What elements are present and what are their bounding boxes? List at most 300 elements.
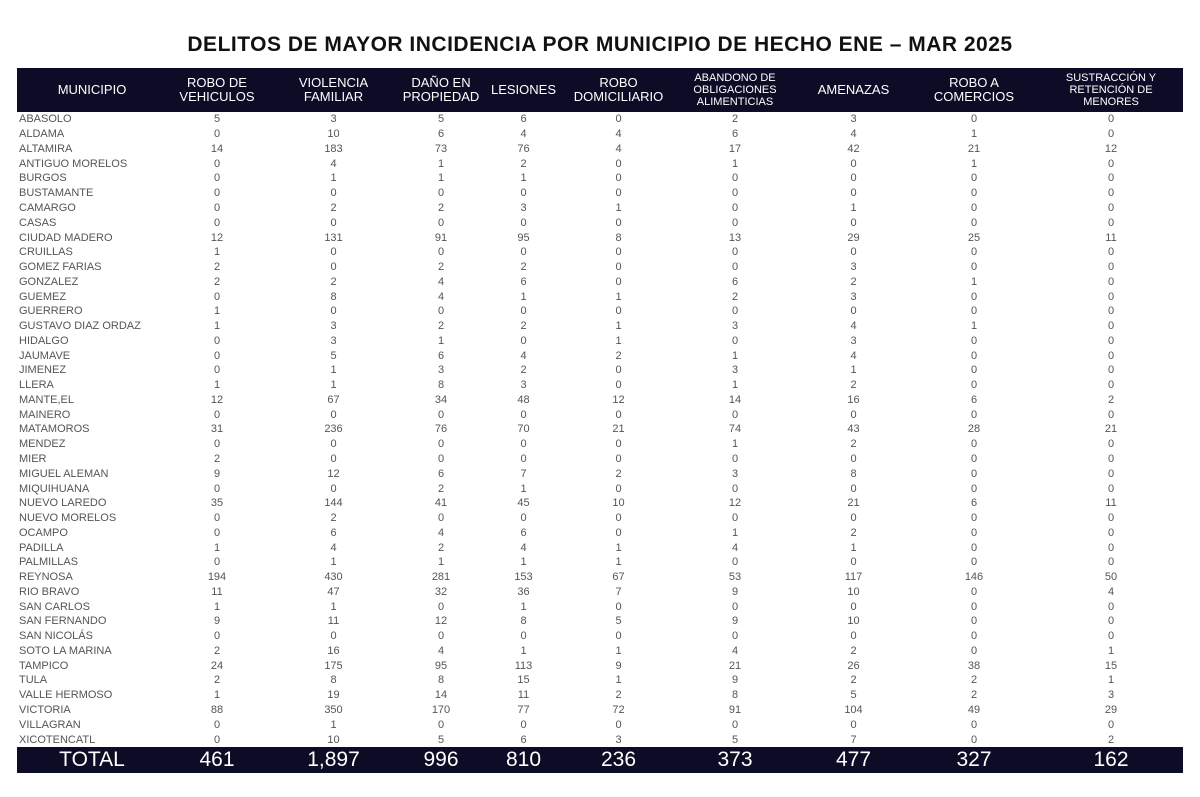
value-cell: 6 [970, 497, 978, 510]
municipio-cell: JAUMAVE [19, 349, 71, 362]
municipio-cell: ANTIGUO MORELOS [19, 157, 128, 170]
value-cell: 0 [437, 438, 445, 451]
value-cell: 2 [1107, 393, 1115, 406]
value-cell: 0 [1107, 482, 1115, 495]
value-cell: 0 [1107, 541, 1115, 554]
value-cell: 0 [731, 187, 739, 200]
value-cell: 0 [615, 261, 622, 274]
value-cell: 29 [847, 231, 860, 244]
header-robo-vehiculos: ROBO DE VEHICULOS [179, 75, 255, 104]
value-cell: 0 [615, 216, 622, 229]
table-header [17, 68, 1183, 112]
value-cell: 5 [437, 733, 445, 746]
table-row [17, 525, 1183, 540]
value-cell: 0 [1107, 349, 1115, 362]
value-cell: 2 [1107, 733, 1115, 746]
table-row [17, 333, 1183, 348]
value-cell: 0 [970, 512, 978, 525]
table-row [17, 186, 1183, 201]
value-cell: 0 [1107, 290, 1115, 303]
value-cell: 113 [514, 659, 533, 672]
value-cell: 5 [437, 113, 445, 126]
value-cell: 73 [434, 142, 448, 155]
value-cell: 2 [615, 349, 622, 362]
table-row [17, 437, 1183, 452]
value-cell: 3 [850, 261, 857, 274]
value-cell: 1 [520, 482, 527, 495]
value-cell: 0 [615, 438, 622, 451]
value-cell: 0 [437, 718, 445, 731]
municipio-cell: GOMEZ FARIAS [19, 261, 102, 274]
value-cell: 3 [850, 290, 857, 303]
value-cell: 2 [213, 261, 221, 274]
value-cell: 281 [431, 571, 451, 584]
value-cell: 4 [330, 157, 337, 170]
value-cell: 1 [213, 541, 221, 554]
value-cell: 8 [330, 674, 337, 687]
value-cell: 146 [964, 571, 984, 584]
table-row [17, 688, 1183, 703]
value-cell: 0 [330, 305, 337, 318]
table-footer [17, 747, 1183, 773]
value-cell: 91 [728, 704, 742, 716]
value-cell: 0 [970, 615, 978, 628]
value-cell: 16 [847, 393, 860, 406]
table-row [17, 555, 1183, 570]
municipio-cell: MAINERO [19, 408, 71, 421]
table-row [17, 570, 1183, 585]
value-cell: 1 [520, 172, 527, 185]
value-cell: 3 [330, 113, 337, 126]
value-cell: 11 [211, 585, 223, 598]
table-row [17, 304, 1183, 319]
value-cell: 1 [970, 320, 978, 333]
table-row [17, 245, 1183, 260]
value-cell: 1 [520, 600, 527, 613]
value-cell: 1 [437, 172, 445, 185]
value-cell: 0 [437, 408, 445, 421]
value-cell: 0 [1107, 512, 1115, 525]
value-cell: 14 [434, 689, 448, 702]
value-cell: 0 [970, 541, 978, 554]
value-cell: 0 [437, 452, 445, 465]
value-cell: 0 [615, 305, 622, 318]
value-cell: 1 [731, 379, 739, 392]
value-cell: 2 [437, 320, 445, 333]
value-cell: 1 [731, 526, 739, 539]
table-row [17, 511, 1183, 526]
value-cell: 0 [1107, 379, 1115, 392]
value-cell: 29 [1104, 704, 1118, 716]
value-cell: 6 [520, 526, 527, 539]
value-cell: 6 [437, 128, 445, 141]
value-cell: 0 [437, 216, 445, 229]
value-cell: 1 [1107, 674, 1115, 687]
value-cell: 6 [520, 733, 527, 746]
table-row [17, 112, 1183, 127]
value-cell: 2 [520, 157, 527, 170]
value-cell: 1 [731, 349, 739, 362]
value-cell: 4 [437, 275, 445, 288]
value-cell: 0 [615, 408, 622, 421]
value-cell: 4 [731, 541, 739, 554]
municipio-cell: PADILLA [19, 541, 64, 554]
value-cell: 9 [213, 615, 221, 628]
value-cell: 0 [330, 438, 337, 451]
value-cell: 170 [431, 704, 451, 716]
value-cell: 0 [1107, 261, 1115, 274]
table-row [17, 496, 1183, 511]
table-row [17, 407, 1183, 422]
value-cell: 3 [731, 320, 739, 333]
municipio-cell: GONZALEZ [19, 275, 79, 288]
municipio-cell: TAMPICO [19, 659, 69, 672]
value-cell: 4 [850, 128, 857, 141]
value-cell: 1 [520, 290, 527, 303]
value-cell: 11 [517, 689, 530, 702]
value-cell: 13 [728, 231, 742, 244]
value-cell: 0 [970, 438, 978, 451]
value-cell: 0 [615, 526, 622, 539]
total-cell: 373 [717, 747, 753, 771]
value-cell: 6 [731, 128, 739, 141]
value-cell: 0 [970, 482, 978, 495]
total-cell: 810 [505, 747, 542, 771]
value-cell: 1 [1107, 644, 1115, 657]
value-cell: 77 [517, 704, 530, 716]
value-cell: 0 [1107, 630, 1115, 643]
value-cell: 0 [970, 172, 978, 185]
value-cell: 0 [213, 482, 221, 495]
total-row [17, 747, 1183, 773]
value-cell: 194 [207, 571, 227, 584]
table-row [17, 703, 1183, 718]
table-row [17, 171, 1183, 186]
table-row [17, 274, 1183, 289]
municipio-cell: NUEVO MORELOS [19, 512, 117, 525]
value-cell: 0 [970, 644, 978, 657]
municipio-cell: JIMENEZ [19, 364, 67, 377]
value-cell: 2 [437, 482, 445, 495]
total-cell: 461 [199, 747, 235, 771]
value-cell: 0 [850, 718, 857, 731]
value-cell: 0 [615, 246, 622, 259]
value-cell: 0 [850, 556, 857, 569]
header-abandono-obligaciones: ABANDONO DE OBLIGACIONES ALIMENTICIAS [693, 72, 777, 108]
value-cell: 0 [1107, 334, 1115, 347]
municipio-cell: ALTAMIRA [19, 142, 73, 155]
municipio-cell: MIQUIHUANA [19, 482, 90, 495]
municipio-cell: CAMARGO [19, 201, 76, 214]
crime-table [17, 68, 1183, 773]
value-cell: 0 [330, 452, 337, 465]
value-cell: 16 [327, 644, 340, 657]
value-cell: 4 [615, 128, 622, 141]
municipio-cell: SAN FERNANDO [19, 615, 107, 628]
header-robo-comercios: ROBO A COMERCIOS [933, 75, 1015, 104]
report-title: DELITOS DE MAYOR INCIDENCIA POR MUNICIPIO DE HECHO ENE – MAR 2025 [187, 33, 1013, 56]
municipio-cell: MANTE,EL [19, 393, 75, 406]
value-cell: 0 [970, 718, 978, 731]
value-cell: 175 [324, 659, 343, 672]
value-cell: 2 [330, 512, 337, 525]
table-row [17, 644, 1183, 659]
value-cell: 4 [520, 349, 527, 362]
value-cell: 0 [970, 290, 978, 303]
value-cell: 0 [970, 556, 978, 569]
total-cell: 327 [956, 747, 992, 771]
value-cell: 0 [850, 305, 857, 318]
value-cell: 3 [731, 364, 739, 377]
value-cell: 2 [970, 689, 978, 702]
value-cell: 1 [330, 600, 337, 613]
value-cell: 1 [615, 320, 622, 333]
value-cell: 0 [213, 512, 221, 525]
value-cell: 0 [330, 216, 337, 229]
value-cell: 53 [728, 571, 742, 584]
value-cell: 0 [970, 187, 978, 200]
value-cell: 0 [520, 305, 527, 318]
value-cell: 0 [437, 187, 445, 200]
value-cell: 2 [213, 275, 221, 288]
value-cell: 0 [731, 630, 739, 643]
value-cell: 2 [437, 541, 445, 554]
value-cell: 0 [213, 172, 221, 185]
value-cell: 0 [731, 201, 739, 214]
value-cell: 0 [731, 172, 739, 185]
municipio-cell: XICOTENCATL [19, 733, 96, 746]
value-cell: 5 [731, 733, 739, 746]
value-cell: 3 [1107, 689, 1115, 702]
value-cell: 21 [612, 423, 625, 436]
value-cell: 0 [615, 718, 622, 731]
table-row [17, 540, 1183, 555]
value-cell: 6 [970, 393, 978, 406]
value-cell: 4 [850, 349, 857, 362]
value-cell: 0 [615, 187, 622, 200]
value-cell: 1 [615, 556, 622, 569]
value-cell: 1 [970, 275, 978, 288]
value-cell: 0 [520, 334, 527, 347]
table-row [17, 658, 1183, 673]
value-cell: 9 [731, 674, 739, 687]
value-cell: 0 [437, 512, 445, 525]
value-cell: 1 [615, 334, 622, 347]
value-cell: 0 [520, 216, 527, 229]
table-row [17, 466, 1183, 481]
value-cell: 0 [615, 157, 622, 170]
table-row [17, 348, 1183, 363]
value-cell: 17 [728, 142, 742, 155]
value-cell: 0 [1107, 718, 1115, 731]
table-row [17, 717, 1183, 732]
table-row [17, 481, 1183, 496]
value-cell: 1 [615, 201, 622, 214]
value-cell: 21 [728, 659, 742, 672]
value-cell: 0 [970, 467, 978, 480]
header-lesiones: LESIONES [490, 82, 557, 97]
value-cell: 1 [330, 556, 337, 569]
value-cell: 0 [213, 334, 221, 347]
value-cell: 117 [844, 571, 863, 584]
table-row [17, 363, 1183, 378]
value-cell: 4 [437, 290, 445, 303]
value-cell: 0 [615, 452, 622, 465]
value-cell: 8 [520, 615, 527, 628]
value-cell: 1 [850, 364, 857, 377]
value-cell: 0 [1107, 172, 1115, 185]
value-cell: 0 [213, 630, 221, 643]
value-cell: 4 [615, 142, 622, 155]
value-cell: 1 [213, 600, 221, 613]
value-cell: 0 [1107, 615, 1115, 628]
value-cell: 32 [434, 585, 448, 598]
value-cell: 0 [970, 216, 978, 229]
table-row [17, 629, 1183, 644]
value-cell: 9 [213, 467, 221, 480]
value-cell: 21 [967, 142, 981, 155]
value-cell: 1 [437, 556, 445, 569]
value-cell: 2 [330, 201, 337, 214]
value-cell: 4 [1107, 585, 1115, 598]
value-cell: 0 [970, 201, 978, 214]
value-cell: 0 [1107, 113, 1115, 126]
value-cell: 0 [615, 275, 622, 288]
value-cell: 0 [213, 157, 221, 170]
value-cell: 0 [1107, 467, 1115, 480]
value-cell: 0 [615, 364, 622, 377]
value-cell: 0 [850, 187, 857, 200]
value-cell: 2 [850, 438, 857, 451]
value-cell: 0 [970, 408, 978, 421]
table-row [17, 422, 1183, 437]
value-cell: 12 [434, 615, 448, 628]
table-row [17, 142, 1183, 157]
value-cell: 76 [517, 142, 530, 155]
value-cell: 21 [1104, 423, 1118, 436]
value-cell: 12 [1104, 142, 1118, 155]
value-cell: 0 [731, 408, 739, 421]
value-cell: 0 [330, 630, 337, 643]
header-violencia-familiar: VIOLENCIA FAMILIAR [298, 75, 369, 104]
table-row [17, 393, 1183, 408]
value-cell: 0 [970, 246, 978, 259]
value-cell: 144 [324, 497, 343, 510]
value-cell: 1 [615, 290, 622, 303]
value-cell: 0 [213, 438, 221, 451]
value-cell: 0 [731, 452, 739, 465]
table-row [17, 732, 1183, 747]
value-cell: 26 [847, 659, 860, 672]
value-cell: 14 [728, 393, 742, 406]
value-cell: 42 [847, 142, 860, 155]
value-cell: 1 [213, 246, 221, 259]
value-cell: 0 [437, 630, 445, 643]
value-cell: 0 [615, 482, 622, 495]
value-cell: 36 [517, 585, 530, 598]
value-cell: 1 [731, 438, 739, 451]
value-cell: 0 [330, 187, 337, 200]
municipio-cell: TULA [19, 674, 48, 687]
value-cell: 0 [213, 349, 221, 362]
municipio-cell: BUSTAMANTE [19, 187, 94, 200]
value-cell: 45 [517, 497, 530, 510]
value-cell: 0 [970, 113, 978, 126]
value-cell: 2 [520, 320, 527, 333]
value-cell: 6 [520, 275, 527, 288]
value-cell: 0 [520, 438, 527, 451]
value-cell: 0 [330, 246, 337, 259]
value-cell: 5 [850, 689, 857, 702]
value-cell: 0 [437, 600, 445, 613]
value-cell: 0 [850, 630, 857, 643]
value-cell: 15 [517, 674, 530, 687]
value-cell: 1 [615, 674, 622, 687]
value-cell: 4 [520, 541, 527, 554]
value-cell: 25 [967, 231, 981, 244]
value-cell: 2 [850, 526, 857, 539]
value-cell: 2 [731, 113, 739, 126]
total-cell: 1,897 [307, 747, 360, 771]
value-cell: 0 [615, 600, 622, 613]
value-cell: 1 [330, 172, 337, 185]
table-row [17, 127, 1183, 142]
value-cell: 0 [1107, 246, 1115, 259]
value-cell: 0 [213, 733, 221, 746]
municipio-cell: VICTORIA [19, 704, 71, 716]
value-cell: 2 [213, 644, 221, 657]
value-cell: 35 [210, 497, 224, 510]
municipio-cell: PALMILLAS [19, 556, 79, 569]
municipio-cell: LLERA [19, 379, 54, 392]
value-cell: 0 [850, 452, 857, 465]
table-row [17, 260, 1183, 275]
value-cell: 2 [850, 644, 857, 657]
table-row [17, 156, 1183, 171]
municipio-cell: MENDEZ [19, 438, 66, 451]
value-cell: 74 [728, 423, 742, 436]
value-cell: 1 [520, 556, 527, 569]
municipio-cell: REYNOSA [19, 571, 73, 584]
value-cell: 31 [210, 423, 224, 436]
municipio-cell: BURGOS [19, 172, 67, 185]
value-cell: 14 [210, 142, 224, 155]
value-cell: 76 [434, 423, 448, 436]
value-cell: 8 [615, 231, 622, 244]
value-cell: 0 [213, 408, 221, 421]
value-cell: 9 [615, 659, 622, 672]
value-cell: 3 [437, 364, 445, 377]
municipio-cell: MIER [19, 452, 47, 465]
municipio-cell: SOTO LA MARINA [19, 644, 112, 657]
value-cell: 0 [615, 379, 622, 392]
value-cell: 1 [615, 541, 622, 554]
table-row [17, 673, 1183, 688]
value-cell: 0 [1107, 364, 1115, 377]
value-cell: 2 [520, 261, 527, 274]
table-row [17, 201, 1183, 216]
value-cell: 0 [520, 246, 527, 259]
value-cell: 0 [1107, 128, 1115, 141]
table-row [17, 378, 1183, 393]
total-cell: 162 [1093, 747, 1129, 771]
header-robo-domiciliario: ROBO DOMICILIARIO [573, 75, 664, 104]
municipio-cell: ALDAMA [19, 128, 65, 141]
value-cell: 48 [517, 393, 530, 406]
value-cell: 4 [437, 644, 445, 657]
municipio-cell: MATAMOROS [19, 423, 90, 436]
value-cell: 0 [731, 216, 739, 229]
